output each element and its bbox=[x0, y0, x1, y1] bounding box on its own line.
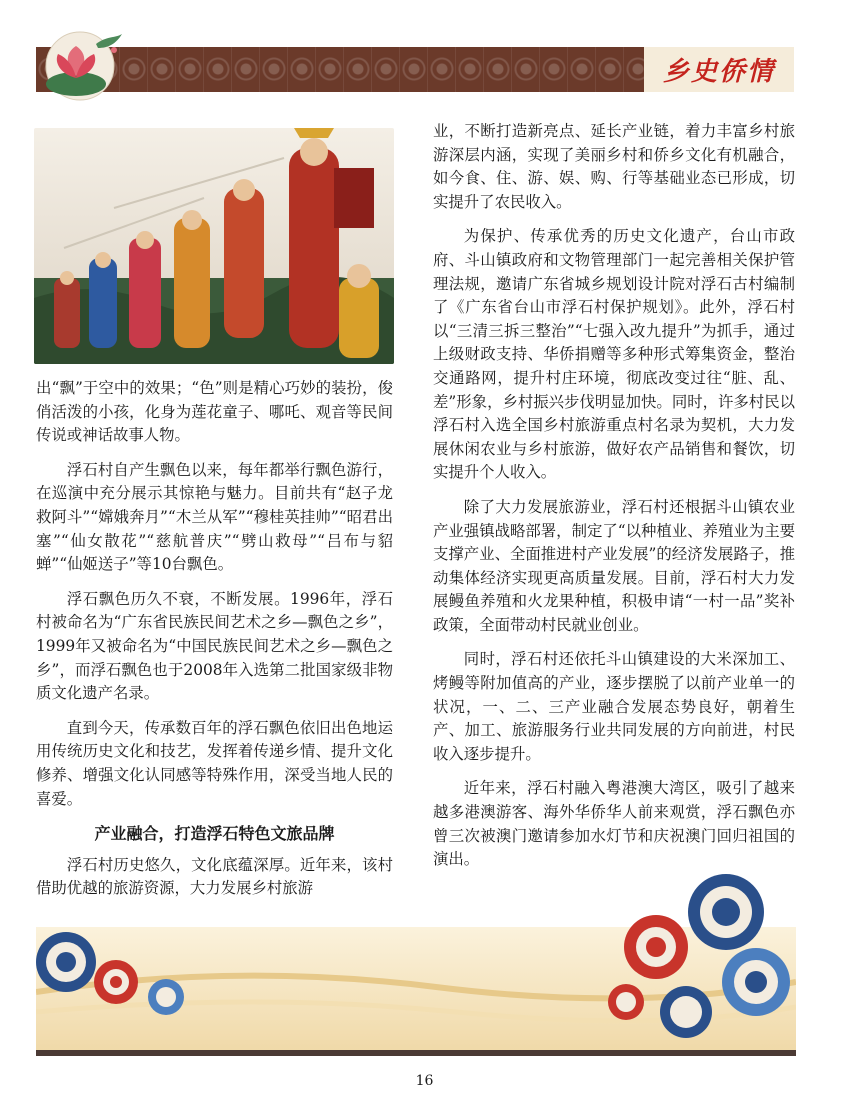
section-title: 乡史侨情 bbox=[662, 57, 775, 87]
header-band bbox=[36, 47, 794, 92]
opera-performance-photo bbox=[34, 128, 394, 364]
paragraph: 浮石飘色历久不衰，不断发展。1996年，浮石村被命名为“广东省民族民间艺术之乡—飘色之乡”，1999年又被命名为“中国民族民间艺术之乡—飘色之乡”，而浮石飘色也于2008年入选第二批国家级非物质文化遗产名录。 bbox=[36, 589, 393, 703]
header-title-box bbox=[644, 47, 794, 92]
paragraph: 直到今天，传承数百年的浮石飘色依旧出色地运用传统历史文化和技艺，发挥着传递乡情、提升文化修养、增强文化认同感等特殊作用，深受当地人民的喜爱。 bbox=[36, 718, 393, 808]
paragraph: 除了大力发展旅游业，浮石村还根据斗山镇农业产业强镇战略部署，制定了“以种植业、养殖业为主要支撑产业、全面推进村产业发展”的经济发展路子，推动集体经济实现更高质量发展。目前，浮石村大力发展鳗鱼养殖和火龙果种植，积极申请“一村一品”奖补政策，全面带动村民就业创业。 bbox=[433, 497, 795, 634]
paragraph: 业，不断打造新亮点、延长产业链，着力丰富乡村旅游深层内涵，实现了美丽乡村和侨乡文化有机融合，如今食、住、游、娱、购、行等基础业态已形成，切实提升了农民收入。 bbox=[433, 122, 795, 211]
section-heading: 产业融合，打造浮石特色文旅品牌 bbox=[94, 824, 335, 844]
page-number: 16 bbox=[415, 1073, 434, 1089]
paragraph: 同时，浮石村还依托斗山镇建设的大米深加工、烤鳗等附加值高的产业，逐步摆脱了以前产业单一的状况，一、二、三产业融合发展态势良好，朝着生产、加工、旅游服务行业共同发展的方向前进，村民收入逐步提升。 bbox=[433, 650, 795, 763]
cloud-decoration bbox=[36, 872, 796, 1062]
paragraph: 出“飘”于空中的效果；“色”则是精心巧妙的装扮，俊俏活泼的小孩，化身为莲花童子、哪吒、观音等民间传说或神话故事人物。 bbox=[36, 379, 393, 445]
lotus-icon bbox=[36, 26, 132, 104]
paragraph: 浮石村自产生飘色以来，每年都举行飘色游行，在巡演中充分展示其惊艳与魅力。目前共有“赵子龙救阿斗”“嫦娥奔月”“木兰从军”“穆桂英挂帅”“昭君出塞”“仙女散花”“慈航普庆”“劈山救母”“吕布与貂蝉”“仙姬送子”等10台飘色。 bbox=[36, 460, 393, 574]
right-column bbox=[433, 120, 795, 883]
left-column bbox=[36, 377, 393, 912]
paragraph: 为保护、传承优秀的历史文化遗产，台山市政府、斗山镇政府和文物管理部门一起完善相关保护管理法规，邀请广东省城乡规划设计院对浮石古村编制了《广东省台山市浮石村保护规划》。此外，浮石村以“三清三拆三整治”“七强入改九提升”为抓手，通过上级财政支持、华侨捐赠等多种形式筹集资金，整治交通路网，提升村庄环境，彻底改变过往“脏、乱、差”形象，乡村振兴步伐明显加快。同时，许多村民以浮石村入选全国乡村旅游重点村名录为契机，大力发展休闲农业与乡村旅游，做好农产品销售和餐饮，切实提升个人收入。 bbox=[433, 227, 795, 482]
paragraph: 近年来，浮石村融入粤港澳大湾区，吸引了越来越多港澳游客、海外华侨华人前来观赏，浮石飘色亦曾三次被澳门邀请参加水灯节和庆祝澳门回归祖国的演出。 bbox=[433, 779, 795, 869]
paragraph: 浮石村历史悠久，文化底蕴深厚。近年来，该村借助优越的旅游资源，大力发展乡村旅游 bbox=[36, 855, 393, 898]
